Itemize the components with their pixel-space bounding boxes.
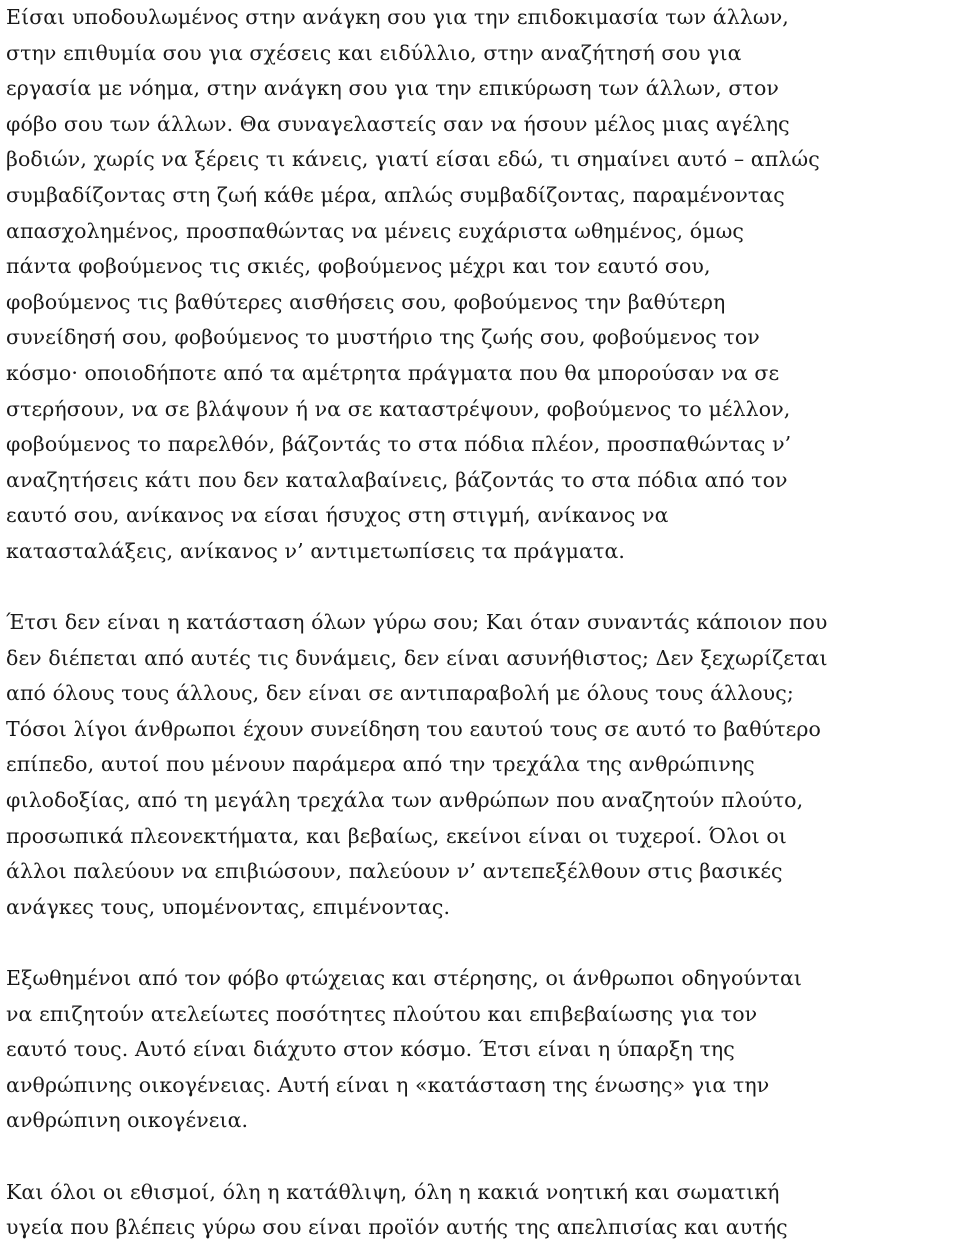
text-line: να επιζητούν ατελείωτες ποσότητες πλούτου και επιβεβαίωσης για τον <box>6 1001 758 1026</box>
text-line: ανθρώπινη οικογένεια. <box>6 1108 249 1133</box>
paragraph-4 <box>6 1175 956 1246</box>
text-line: στερήσουν, να σε βλάψουν ή να σε καταστρέψουν, φοβούμενος το μέλλον, <box>6 396 791 421</box>
text-line: συμβαδίζοντας στη ζωή κάθε μέρα, απλώς συμβαδίζοντας, παραμένοντας <box>6 182 785 207</box>
text-line: ανάγκες τους, υπομένοντας, επιμένοντας. <box>6 894 451 919</box>
text-line: κατασταλάξεις, ανίκανος ν’ αντιμετωπίσεις τα πράγματα. <box>6 538 626 563</box>
text-line: φόβο σου των άλλων. Θα συναγελαστείς σαν να ήσουν μέλος μιας αγέλης <box>6 111 790 136</box>
text-line: ανθρώπινης οικογένειας. Αυτή είναι η «κατάσταση της ένωσης» για την <box>6 1072 770 1097</box>
paragraph-gap <box>6 570 956 606</box>
document-page <box>6 0 956 1246</box>
text-line: φιλοδοξίας, από τη μεγάλη τρεχάλα των ανθρώπων που αναζητούν πλούτο, <box>6 788 804 813</box>
text-line: στην επιθυμία σου για σχέσεις και ειδύλλιο, στην αναζήτησή σου για <box>6 40 742 65</box>
paragraph-gap <box>6 1139 956 1175</box>
text-line: φοβούμενος τις βαθύτερες αισθήσεις σου, φοβούμενος την βαθύτερη <box>6 289 726 314</box>
text-line: υγεία που βλέπεις γύρω σου είναι προϊόν αυτής της απελπισίας και αυτής <box>6 1215 788 1240</box>
paragraph-2 <box>6 605 956 925</box>
text-line: επίπεδο, αυτοί που μένουν παράμερα από την τρεχάλα της ανθρώπινης <box>6 752 755 777</box>
paragraph-1 <box>6 0 956 570</box>
text-line: αναζητήσεις κάτι που δεν καταλαβαίνεις, βάζοντάς το στα πόδια από τον <box>6 467 788 492</box>
text-line: βοδιών, χωρίς να ξέρεις τι κάνεις, γιατί είσαι εδώ, τι σημαίνει αυτό – απλώς <box>6 147 820 172</box>
text-line: εαυτό σου, ανίκανος να είσαι ήσυχος στη στιγμή, ανίκανος να <box>6 503 669 528</box>
text-line: κόσμο· οποιοδήποτε από τα αμέτρητα πράγματα που θα μπορούσαν να σε <box>6 360 780 385</box>
text-line: απασχολημένος, προσπαθώντας να μένεις ευχάριστα ωθημένος, όμως <box>6 218 745 243</box>
text-line: Εξωθημένοι από τον φόβο φτώχειας και στέρησης, οι άνθρωποι οδηγούνται <box>6 966 803 991</box>
paragraph-3 <box>6 961 956 1139</box>
paragraph-gap <box>6 925 956 961</box>
text-line: Είσαι υποδουλωμένος στην ανάγκη σου για την επιδοκιμασία των άλλων, <box>6 5 789 29</box>
text-line: Τόσοι λίγοι άνθρωποι έχουν συνείδηση του εαυτού τους σε αυτό το βαθύτερο <box>6 716 821 741</box>
text-line: συνείδησή σου, φοβούμενος το μυστήριο της ζωής σου, φοβούμενος τον <box>6 325 760 350</box>
text-line: εαυτό τους. Αυτό είναι διάχυτο στον κόσμο. Έτσι είναι η ύπαρξη της <box>6 1037 735 1062</box>
text-line: εργασία με νόημα, στην ανάγκη σου για την επικύρωση των άλλων, στον <box>6 76 779 101</box>
text-line: προσωπικά πλεονεκτήματα, και βεβαίως, εκείνοι είναι οι τυχεροί. Όλοι οι <box>6 823 787 848</box>
text-line: από όλους τους άλλους, δεν είναι σε αντιπαραβολή με όλους τους άλλους; <box>6 681 794 706</box>
text-line: Και όλοι οι εθισμοί, όλη η κατάθλιψη, όλη η κακιά νοητική και σωματική <box>6 1179 780 1204</box>
text-line: φοβούμενος το παρελθόν, βάζοντάς το στα πόδια πλέον, προσπαθώντας ν’ <box>6 432 792 457</box>
text-line: δεν διέπεται από αυτές τις δυνάμεις, δεν είναι ασυνήθιστος; Δεν ξεχωρίζεται <box>6 645 828 670</box>
text-line: Έτσι δεν είναι η κατάσταση όλων γύρω σου; Και όταν συναντάς κάποιον που <box>6 610 828 635</box>
text-line: άλλοι παλεύουν να επιβιώσουν, παλεύουν ν’ αντεπεξέλθουν στις βασικές <box>6 859 783 884</box>
text-line: πάντα φοβούμενος τις σκιές, φοβούμενος μέχρι και τον εαυτό σου, <box>6 254 711 279</box>
